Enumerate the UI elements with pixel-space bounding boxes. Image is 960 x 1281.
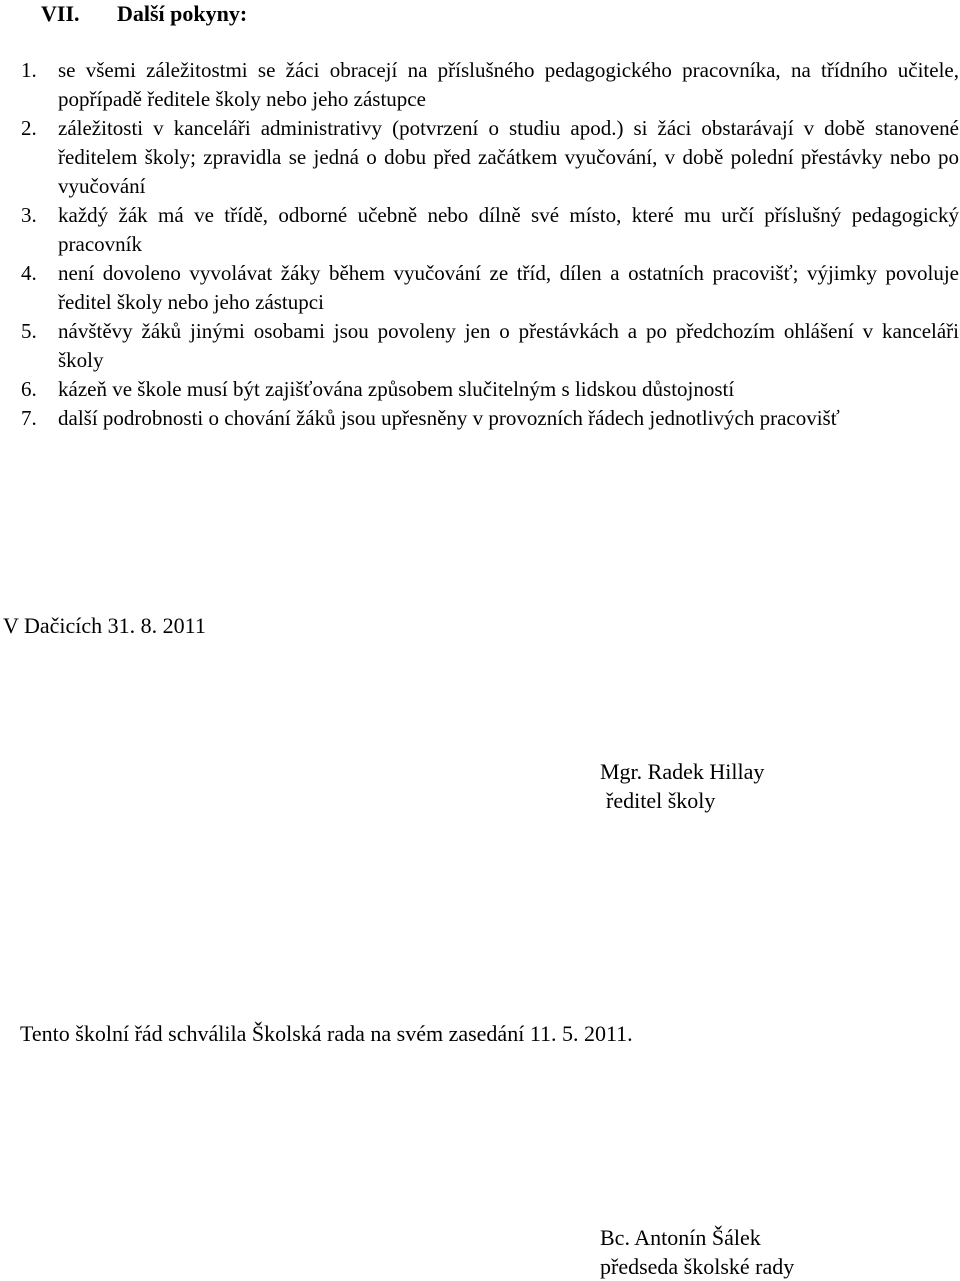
list-item-text: návštěvy žáků jinými osobami jsou povoleny jen o přestávkách a po předchozím ohlášení v kanceláři školy — [58, 319, 959, 372]
place-and-date: V Dačicích 31. 8. 2011 — [3, 613, 206, 638]
list-item-text: záležitosti v kanceláři administrativy (potvrzení o studiu apod.) si žáci obstarávají v době stanovené ředitelem školy; zpravidla se jedná o dobu před začátkem vyučování, v době polední přestávky nebo po vyučování — [58, 116, 959, 198]
section-number: VII. — [41, 1, 80, 26]
list-item — [21, 404, 959, 433]
list-item-number: 5. — [21, 319, 37, 343]
list-item-text: se všemi záležitostmi se žáci obracejí na příslušného pedagogického pracovníka, na třídního učitele, popřípadě ředitele školy nebo jeho zástupce — [58, 58, 959, 111]
section-heading — [41, 0, 247, 28]
approval-note: Tento školní řád schválila Školská rada na svém zasedání 11. 5. 2011. — [20, 1021, 633, 1046]
director-name: Mgr. Radek Hillay — [600, 759, 765, 784]
list-item — [21, 259, 959, 317]
board-chair-role: předseda školské rady — [600, 1254, 795, 1279]
list-item-text: každý žák má ve třídě, odborné učebně nebo dílně své místo, které mu určí příslušný pedagogický pracovník — [58, 203, 959, 256]
list-item-number: 2. — [21, 116, 37, 140]
list-item-number: 7. — [21, 406, 37, 430]
list-item-number: 3. — [21, 203, 37, 227]
board-chair-name: Bc. Antonín Šálek — [600, 1225, 761, 1250]
instructions-list — [21, 56, 959, 433]
list-item-text: další podrobnosti o chování žáků jsou upřesněny v provozních řádech jednotlivých pracovišť — [58, 406, 840, 430]
list-item — [21, 375, 959, 404]
list-item-number: 6. — [21, 377, 37, 401]
list-item-number: 4. — [21, 261, 37, 285]
list-item — [21, 317, 959, 375]
list-item-text: není dovoleno vyvolávat žáky během vyučování ze tříd, dílen a ostatních pracovišť; výjimky povoluje ředitel školy nebo jeho zástupci — [58, 261, 959, 314]
list-item — [21, 56, 959, 114]
list-item — [21, 114, 959, 201]
section-title: Další pokyny: — [117, 1, 248, 26]
list-item-text: kázeň ve škole musí být zajišťována způsobem slučitelným s lidskou důstojností — [58, 377, 735, 401]
list-item-number: 1. — [21, 58, 37, 82]
director-role: ředitel školy — [606, 788, 716, 813]
list-item — [21, 201, 959, 259]
